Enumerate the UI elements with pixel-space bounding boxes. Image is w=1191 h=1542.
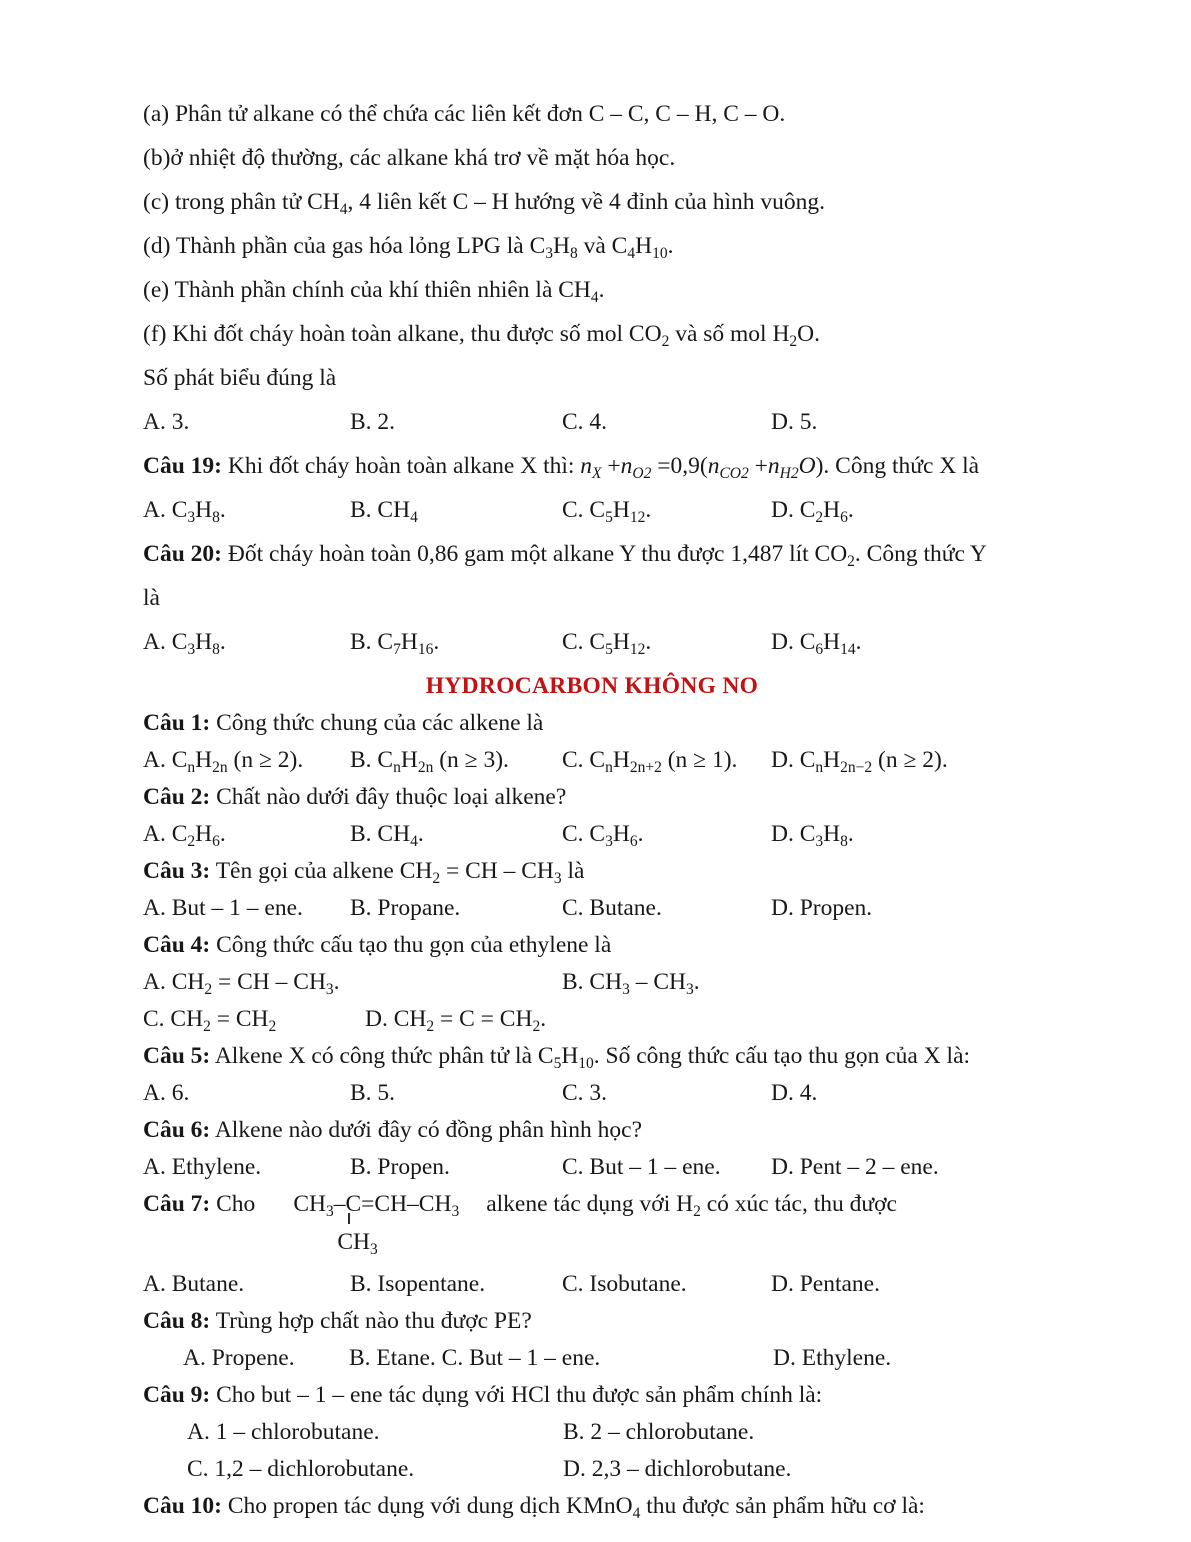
question-4-options-row-1-item: A. $CH_2$ = CH – $CH_3$.: [143, 969, 340, 998]
statement-count-options: [143, 404, 1081, 440]
statement-count-options-item: B. 2.: [350, 409, 396, 435]
question-7-options-item: C. Isobutane.: [562, 1271, 687, 1297]
question-5-options-item: D. 4.: [771, 1080, 818, 1106]
question-7: [143, 1186, 1081, 1258]
question-1: Câu 1: Công thức chung của các alkene là: [143, 710, 544, 736]
question-5-options-item: A. 6.: [143, 1080, 190, 1106]
question-1-options-item: C. $C_nH_{2n+2}$ (n ≥ 1).: [562, 747, 738, 776]
question-4-options-row-2-item: C. $CH_2 = CH_2$: [143, 1006, 277, 1035]
question-4-options-row-1-item: B. $CH_3 - CH_3$.: [562, 969, 700, 998]
question-9-options-row-1-item: A. 1 – chlorobutane.: [187, 1419, 380, 1445]
statement-f: (f) Khi đốt cháy hoàn toàn alkane, thu được số mol $CO_2$ và số mol $H_2O$.: [143, 321, 821, 350]
statement-count-prompt: Số phát biểu đúng là: [143, 365, 337, 391]
question-4-options-row-1: [143, 964, 1081, 1000]
statement-e: (e) Thành phần chính của khí thiên nhiên là $CH_4$.: [143, 277, 605, 306]
question-2-options-item: B. $CH_4$.: [350, 821, 424, 850]
question-6-options-item: D. Pent – 2 – ene.: [771, 1154, 939, 1180]
question-3-options-item: A. But – 1 – ene.: [143, 895, 303, 921]
question-9: Câu 9: Cho but – 1 – ene tác dụng với HCl thu được sản phẩm chính là:: [143, 1382, 823, 1408]
structural-formula-main: $CH_3-C=CH-CH_3$: [293, 1191, 460, 1220]
question-8: Câu 8: Trùng hợp chất nào thu được PE?: [143, 1308, 532, 1334]
question-3-options: [143, 890, 1081, 926]
question-8-options-item: D. Ethylene.: [773, 1345, 892, 1371]
question-19-options-item: C. $C_5H_{12}$.: [562, 497, 652, 526]
question-19-options: [143, 492, 1081, 528]
statement-c: (c) trong phân tử $CH_4$, 4 liên kết C – H hướng về 4 đỉnh của hình vuông.: [143, 189, 826, 218]
question-7-label: Câu 7: Cho: [143, 1191, 256, 1217]
question-2-options-item: A. $C_2H_6$.: [143, 821, 226, 850]
question-4-options-row-2: [143, 1001, 1081, 1037]
question-2: Câu 2: Chất nào dưới đây thuộc loại alkene?: [143, 784, 567, 810]
question-5-options-item: C. 3.: [562, 1080, 608, 1106]
question-2-options: [143, 816, 1081, 852]
question-9-options-row-1-item: B. 2 – chlorobutane.: [563, 1419, 755, 1445]
question-19: Câu 19: Khi đốt cháy hoàn toàn alkane X thì: $n_X +n_{O2} =0,9(n_{CO2} +n_{H2}O)$. Công thức X là: [143, 453, 980, 482]
question-20-options-item: C. $C_5H_{12}$.: [562, 629, 652, 658]
question-9-options-row-2: [143, 1451, 1081, 1487]
structural-formula-branch: $CH_3$: [337, 1213, 377, 1260]
statement-count-options-item: C. 4.: [562, 409, 608, 435]
question-6: Câu 6: Alkene nào dưới đây có đồng phân hình học?: [143, 1117, 642, 1143]
question-8-options-item: B. Etane. C. But – 1 – ene.: [349, 1345, 601, 1371]
question-5: Câu 5: Alkene X có công thức phân tử là $C_5H_{10}$. Số công thức cấu tạo thu gọn của X là:: [143, 1043, 971, 1072]
question-9-options-row-2-item: D. 2,3 – dichlorobutane.: [563, 1456, 792, 1482]
question-5-options: [143, 1075, 1081, 1111]
question-1-options: [143, 742, 1081, 778]
question-4: Câu 4: Công thức cấu tạo thu gọn của ethylene là: [143, 932, 612, 958]
structural-formula: [293, 1186, 460, 1258]
question-7-options-item: D. Pentane.: [771, 1271, 880, 1297]
section-alkane-questions: [143, 96, 1081, 660]
statement-a: (a) Phân tử alkane có thể chứa các liên kết đơn C – C, C – H, C – O.: [143, 101, 786, 127]
question-20-options-item: B. $C_7H_{16}$.: [350, 629, 440, 658]
question-5-options-item: B. 5.: [350, 1080, 396, 1106]
question-10: Câu 10: Cho propen tác dụng với dung dịch KMnO$_4$ thu được sản phẩm hữu cơ là:: [143, 1493, 925, 1522]
question-3-options-item: B. Propane.: [350, 895, 461, 921]
question-7-options-item: A. Butane.: [143, 1271, 245, 1297]
question-6-options-item: A. Ethylene.: [143, 1154, 262, 1180]
question-20-continuation: là: [143, 585, 160, 611]
question-19-options-item: B. $CH_4$: [350, 497, 418, 526]
question-1-options-item: D. $C_nH_{2n-2}$ (n ≥ 2).: [771, 747, 948, 776]
statement-b: (b)ở nhiệt độ thường, các alkane khá trơ về mặt hóa học.: [143, 145, 676, 171]
statement-d: (d) Thành phần của gas hóa lỏng LPG là $C_3H_8$ và $C_4H_{10}$.: [143, 233, 674, 262]
question-2-options-item: D. $C_3H_8$.: [771, 821, 854, 850]
question-7-options: [143, 1266, 1081, 1302]
bond-line: [348, 1213, 350, 1224]
question-9-options-row-2-item: C. 1,2 – dichlorobutane.: [187, 1456, 415, 1482]
question-8-options-item: A. Propene.: [183, 1345, 295, 1371]
question-19-options-item: D. $C_2H_6$.: [771, 497, 854, 526]
question-19-options-item: A. $C_3H_8$.: [143, 497, 226, 526]
question-4-options-row-2-item: D. $CH_2 = C = CH_2$.: [365, 1006, 547, 1035]
question-6-options-item: B. Propen.: [350, 1154, 450, 1180]
question-7-options-item: B. Isopentane.: [350, 1271, 486, 1297]
question-3-options-item: D. Propen.: [771, 895, 873, 921]
question-20-options-item: D. $C_6H_{14}$.: [771, 629, 862, 658]
statement-count-options-item: D. 5.: [771, 409, 818, 435]
question-20: Câu 20: Đốt cháy hoàn toàn 0,86 gam một alkane Y thu được 1,487 lít $CO_2$. Công thức Y: [143, 541, 987, 570]
question-2-options-item: C. $C_3H_6$.: [562, 821, 644, 850]
question-8-options: [143, 1340, 1081, 1376]
section-hydrocarbon-khong-no: [143, 668, 1081, 1524]
question-3: Câu 3: Tên gọi của alkene $CH_2$ = CH – $CH_3$ là: [143, 858, 585, 887]
section-heading: HYDROCARBON KHÔNG NO: [425, 673, 759, 699]
statement-count-options-item: A. 3.: [143, 409, 190, 435]
question-6-options-item: C. But – 1 – ene.: [562, 1154, 721, 1180]
question-3-options-item: C. Butane.: [562, 895, 662, 921]
question-6-options: [143, 1149, 1081, 1185]
question-20-options-item: A. $C_3H_8$.: [143, 629, 226, 658]
question-1-options-item: B. $C_nH_{2n}$ (n ≥ 3).: [350, 747, 509, 776]
question-7-tail: alkene tác dụng với $H_2$ có xúc tác, thu được: [486, 1191, 897, 1220]
question-20-options: [143, 624, 1081, 660]
question-1-options-item: A. $C_nH_{2n}$ (n ≥ 2).: [143, 747, 304, 776]
question-9-options-row-1: [143, 1414, 1081, 1450]
